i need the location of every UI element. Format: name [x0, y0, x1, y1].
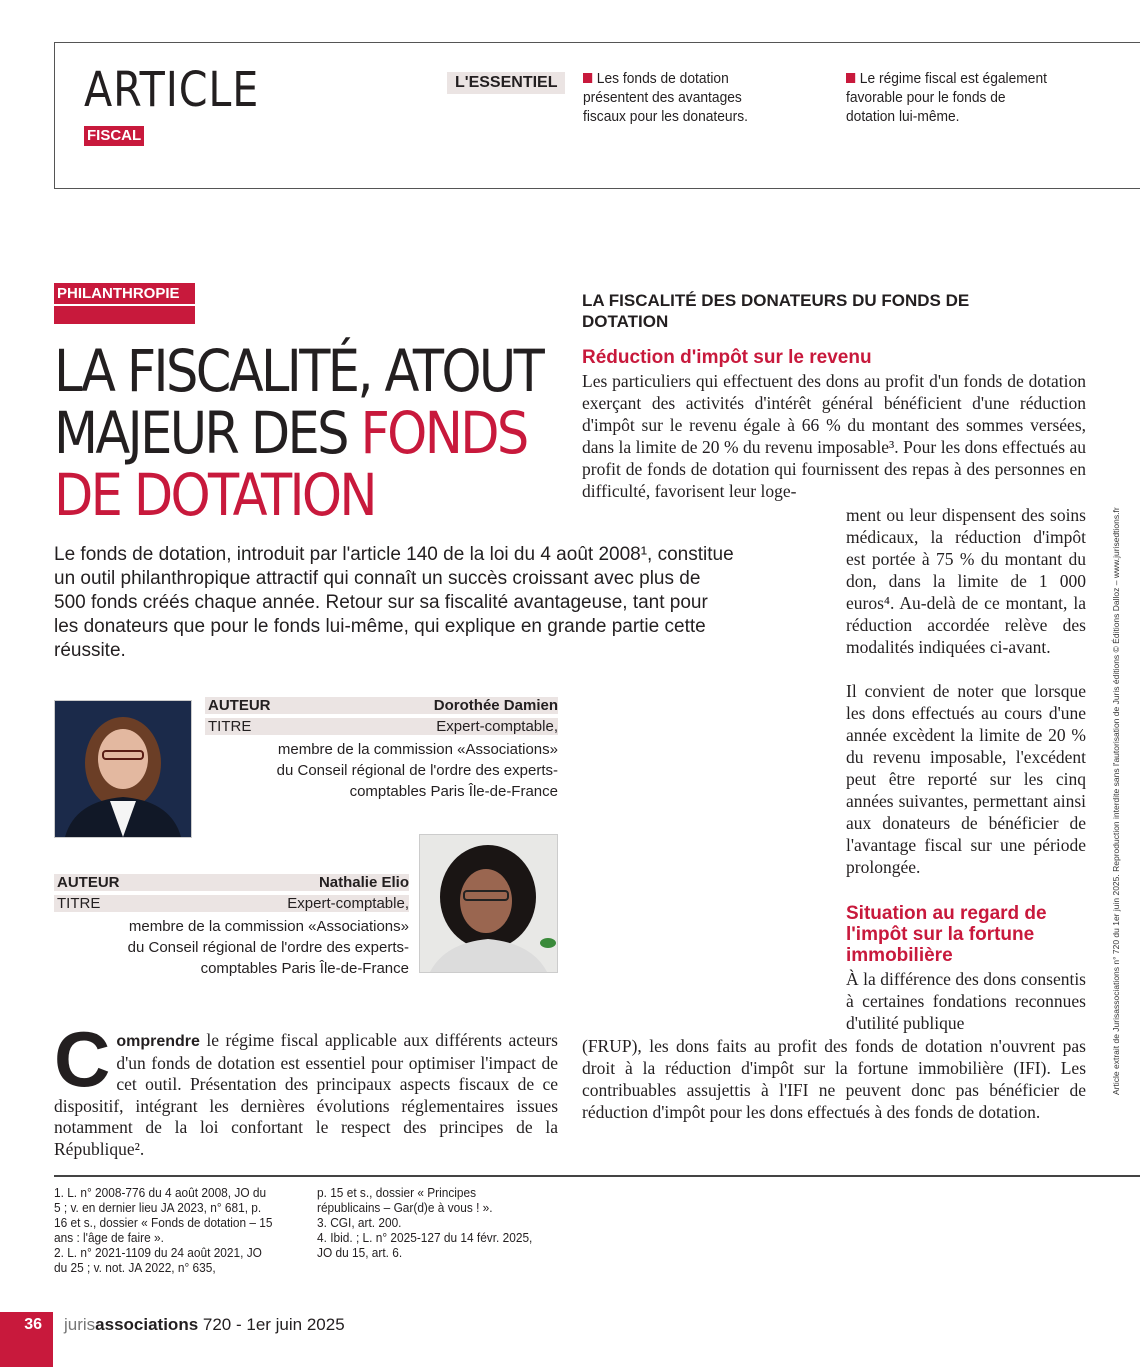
footnotes-column [317, 1186, 536, 1261]
section-heading: LA FISCALITÉ DES DONATEURS DU FONDS DE DOTATION [582, 291, 970, 331]
headline: LA FISCALITÉ, ATOUT MAJEUR DES FONDS DE DOTATION [54, 337, 543, 529]
author-card: AUTEUR Nathalie Elio TITRE Expert-comptable, membre de la commission «Associations» du Conseil régional de l'ordre des experts-comptables Paris Île-de-France [54, 874, 409, 979]
essentiel-item: Le régime fiscal est également favorable pour le fonds de dotation lui-même. [846, 70, 1047, 125]
subheading: Réduction d'impôt sur le revenu [582, 347, 872, 368]
section-word: ARTICLE [84, 62, 260, 118]
footnote: 4. Ibid. ; L. n° 2025-127 du 14 févr. 2025, JO du 15, art. 6. [317, 1231, 533, 1260]
kicker-bar [54, 306, 195, 324]
publication-footer: jurisassociations 720 - 1er juin 2025 [64, 1315, 345, 1334]
drop-cap: C [54, 1015, 111, 1103]
square-bullet-icon [846, 73, 855, 83]
footnote: 2. L. n° 2021-1109 du 24 août 2021, JO du 25 ; v. not. JA 2022, n° 635, [54, 1246, 262, 1275]
body-paragraph: ment ou leur dispensent des soins médicaux, la réduction d'impôt est portée à 75 % du montant du don, dans la limite de 1 000 euros⁴. Au-delà de ce montant, la réduction accordée relève des modalités indiquées ci-avant. [846, 505, 1086, 657]
square-bullet-icon [583, 73, 592, 83]
body-paragraph: Il convient de noter que lorsque les dons effectués au cours d'une année excèdent la limite de 20 % du revenu imposable, l'excédent peut être reporté sur les cinq années suivantes, permettant ainsi aux donateurs de bénéficier de l'avantage fiscal sur une période prolongée. [846, 681, 1086, 877]
footnotes-column [54, 1186, 273, 1276]
essentiel-item: Les fonds de dotation présentent des avantages fiscaux pour les donateurs. [583, 70, 748, 125]
author-photo [54, 700, 192, 838]
subheading: Situation au regard de l'impôt sur la fortune immobilière [846, 903, 1047, 966]
intro-paragraph: Comprendre le régime fiscal applicable aux différents acteurs d'un fonds de dotation est essentiel pour optimiser l'impact de cet outil. Présentation des principaux aspects fiscaux de ce dispositif, intégrant les dernières évolutions réglementaires issues notamment de la loi confortant le respect des principes de la République². [54, 1015, 558, 1159]
essentiel-label: L'ESSENTIEL [447, 72, 565, 94]
author-portrait-icon [420, 835, 557, 972]
footnote: p. 15 et s., dossier « Principes républicains – Gar(d)e à vous ! ». [317, 1186, 493, 1215]
body-paragraph: À la différence des dons consentis à certaines fondations reconnues d'utilité publique [846, 969, 1086, 1033]
kicker [54, 283, 195, 324]
author-name: Dorothée Damien [433, 697, 558, 714]
footnote: 3. CGI, art. 200. [317, 1216, 402, 1230]
footnote: 1. L. n° 2008-776 du 4 août 2008, JO du 5 ; v. en dernier lieu JA 2023, n° 681, p. 16 et s., dossier « Fonds de dotation – 15 ans : l'âge de faire ». [54, 1186, 273, 1245]
page-number: 36 [24, 1316, 42, 1333]
category-tag: FISCAL [84, 126, 144, 146]
author-card: AUTEUR Dorothée Damien TITRE Expert-comptable, membre de la commission «Associations» du Conseil régional de l'ordre des experts-comptables Paris Île-de-France [205, 697, 558, 802]
kicker-label: PHILANTHROPIE [54, 283, 195, 304]
body-paragraph: Les particuliers qui effectuent des dons au profit d'un fonds de dotation exerçant des activités d'intérêt général bénéficient d'une réduction d'impôt sur le revenu égale à 66 % du montant des sommes versées, dans la limite de 20 % du revenu imposable³. Pour les dons effectués au profit de fonds de dotation qui fournissent des repas à des personnes en difficulté, favorisent leur loge- [582, 371, 1086, 501]
author-name: Nathalie Elio [318, 874, 409, 891]
body-paragraph: (FRUP), les dons faits au profit des fonds de dotation n'ouvrent pas droit à la réduction d'impôt sur la fortune immobilière (IFI). Les contribuables assujettis à l'IFI ne peuvent donc pas bénéficier de réduction d'impôt pour les dons effectués à des fonds de dotation. [582, 1036, 1086, 1122]
footnote-divider [54, 1175, 1140, 1177]
copyright-side-note: Article extrait de Jurisassociations n° 720 du 1er juin 2025. Reproduction interdite sans l'autorisation de Juris éditions © Éditions Dalloz – www.jurisedtions.fr [1111, 507, 1121, 1095]
author-title: membre de la commission «Associations» du Conseil régional de l'ordre des experts-comptables Paris Île-de-France [127, 918, 409, 977]
author-portrait-icon [55, 701, 191, 837]
author-photo [419, 834, 558, 973]
author-title: membre de la commission «Associations» du Conseil régional de l'ordre des experts-comptables Paris Île-de-France [276, 741, 558, 800]
lede: Le fonds de dotation, introduit par l'article 140 de la loi du 4 août 2008¹, constitue un outil philanthropique attractif qui connaît un succès croissant avec plus de 500 fonds créés chaque année. Retour sur sa fiscalité avantageuse, tant pour les donateurs que pour le fonds lui-même, qui explique en grande partie cette réussite. [54, 544, 734, 661]
